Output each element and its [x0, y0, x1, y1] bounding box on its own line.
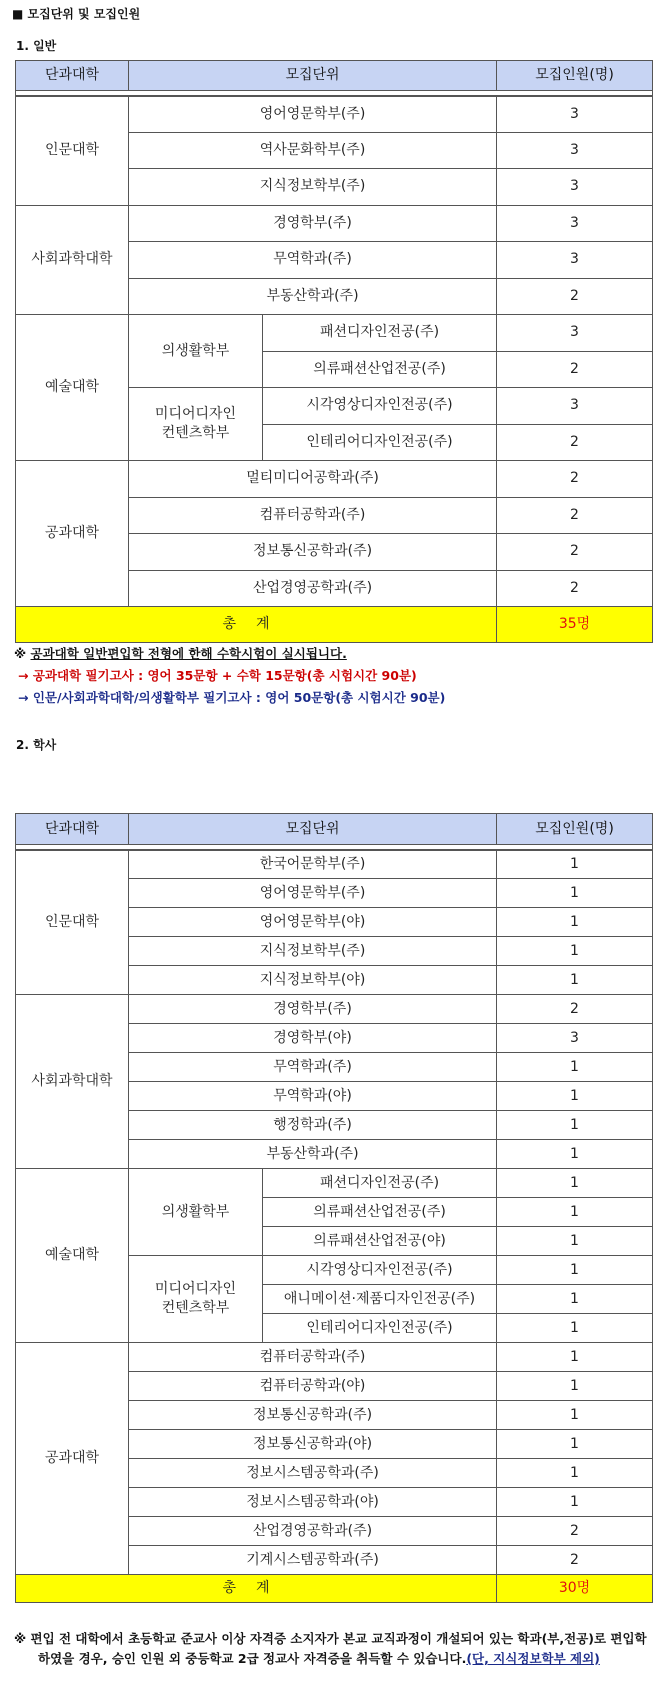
count-cell: 2 — [497, 497, 653, 534]
count-cell: 1 — [497, 1372, 653, 1401]
count-cell: 1 — [497, 1227, 653, 1256]
unit-cell: 패션디자인전공(주) — [263, 1169, 497, 1198]
unit-cell: 부동산학과(주) — [129, 278, 497, 315]
total-value: 35명 — [497, 607, 653, 643]
general-table-body — [16, 91, 653, 643]
unit-cell: 의류패션산업전공(주) — [263, 351, 497, 388]
table-row — [16, 1343, 653, 1372]
bachelor-note — [14, 1629, 654, 1669]
table-row — [16, 461, 653, 498]
bachelor-note-line1: ※ 편입 전 대학에서 초등학교 준교사 이상 자격증 소지자가 본교 교직과정이 개설되어 있는 학과(부,전공)로 편입학 — [14, 1631, 647, 1646]
count-cell: 1 — [497, 1343, 653, 1372]
count-cell: 1 — [497, 1111, 653, 1140]
unit-cell: 부동산학과(주) — [129, 1140, 497, 1169]
unit-cell: 시각영상디자인전공(주) — [263, 1256, 497, 1285]
unit-cell: 정보통신공학과(주) — [129, 1401, 497, 1430]
college-cell: 예술대학 — [16, 315, 129, 461]
count-cell: 2 — [497, 1546, 653, 1575]
college-cell: 인문대학 — [16, 850, 129, 995]
unit-cell: 산업경영공학과(주) — [129, 1517, 497, 1546]
count-cell: 1 — [497, 1459, 653, 1488]
unit-cell: 컴퓨터공학과(주) — [129, 1343, 497, 1372]
count-cell: 2 — [497, 351, 653, 388]
bachelor-recruitment-table — [15, 813, 653, 1603]
count-cell: 1 — [497, 1169, 653, 1198]
college-cell: 사회과학대학 — [16, 995, 129, 1169]
count-cell: 1 — [497, 1401, 653, 1430]
header-count: 모집인원(명) — [497, 61, 653, 91]
unit-cell: 멀티미디어공학과(주) — [129, 461, 497, 498]
count-cell: 2 — [497, 424, 653, 461]
subgroup-cell: 미디어디자인 컨텐츠학부 — [129, 388, 263, 461]
count-cell: 1 — [497, 1140, 653, 1169]
bachelor-note-line2: 하였을 경우, 승인 인원 외 중등학교 2급 정교사 자격증을 취득할 수 있습니다.(단, 지식정보학부 제외) — [38, 1651, 600, 1666]
unit-cell: 지식정보학부(주) — [129, 169, 497, 206]
page-heading: ■ 모집단위 및 모집인원 — [12, 7, 141, 21]
count-cell: 1 — [497, 1053, 653, 1082]
general-note-underlined: 공과대학 일반편입학 전형에 한해 수학시험이 실시됩니다. — [30, 646, 347, 661]
count-cell: 1 — [497, 1082, 653, 1111]
subgroup-cell: 의생활학부 — [129, 315, 263, 388]
count-cell: 2 — [497, 534, 653, 571]
header-unit: 모집단위 — [129, 61, 497, 91]
count-cell: 3 — [497, 205, 653, 242]
table-row — [16, 1169, 653, 1198]
unit-cell: 지식정보학부(주) — [129, 937, 497, 966]
unit-cell: 영어영문학부(야) — [129, 908, 497, 937]
college-cell: 사회과학대학 — [16, 205, 129, 315]
header-college: 단과대학 — [16, 61, 129, 91]
header-college: 단과대학 — [16, 814, 129, 845]
subgroup-cell: 미디어디자인 컨텐츠학부 — [129, 1256, 263, 1343]
unit-cell: 역사문화학부(주) — [129, 132, 497, 169]
unit-cell: 컴퓨터공학과(야) — [129, 1372, 497, 1401]
count-cell: 2 — [497, 570, 653, 607]
count-cell: 1 — [497, 850, 653, 879]
unit-cell: 산업경영공학과(주) — [129, 570, 497, 607]
unit-cell: 컴퓨터공학과(주) — [129, 497, 497, 534]
count-cell: 2 — [497, 461, 653, 498]
unit-cell: 시각영상디자인전공(주) — [263, 388, 497, 425]
count-cell: 3 — [497, 1024, 653, 1053]
college-cell: 인문대학 — [16, 96, 129, 206]
unit-cell: 기계시스템공학과(주) — [129, 1546, 497, 1575]
unit-cell: 정보시스템공학과(주) — [129, 1459, 497, 1488]
count-cell: 1 — [497, 1285, 653, 1314]
count-cell: 1 — [497, 1314, 653, 1343]
unit-cell: 무역학과(주) — [129, 1053, 497, 1082]
header-unit: 모집단위 — [129, 814, 497, 845]
subgroup-cell: 의생활학부 — [129, 1169, 263, 1256]
table-row — [16, 850, 653, 879]
bachelor-table-body — [16, 845, 653, 1603]
unit-cell: 한국어문학부(주) — [129, 850, 497, 879]
unit-cell: 정보통신공학과(야) — [129, 1430, 497, 1459]
count-cell: 3 — [497, 132, 653, 169]
total-value: 30명 — [497, 1575, 653, 1603]
count-cell: 2 — [497, 995, 653, 1024]
count-cell: 2 — [497, 1517, 653, 1546]
count-cell: 1 — [497, 1256, 653, 1285]
total-row — [16, 607, 653, 643]
unit-cell: 정보시스템공학과(야) — [129, 1488, 497, 1517]
table-row — [16, 315, 653, 352]
count-cell: 1 — [497, 937, 653, 966]
unit-cell: 의류패션산업전공(주) — [263, 1198, 497, 1227]
unit-cell: 무역학과(주) — [129, 242, 497, 279]
unit-cell: 경영학부(야) — [129, 1024, 497, 1053]
table-row — [16, 96, 653, 133]
header-count: 모집인원(명) — [497, 814, 653, 845]
section-title-general: 1. 일반 — [16, 39, 57, 53]
count-cell: 1 — [497, 1198, 653, 1227]
unit-cell: 인테리어디자인전공(주) — [263, 1314, 497, 1343]
unit-cell: 애니메이션·제품디자인전공(주) — [263, 1285, 497, 1314]
count-cell: 3 — [497, 169, 653, 206]
count-cell: 1 — [497, 966, 653, 995]
unit-cell: 영어영문학부(주) — [129, 96, 497, 133]
bachelor-note-exception: (단, 지식정보학부 제외) — [466, 1651, 600, 1666]
table-row — [16, 995, 653, 1024]
unit-cell: 무역학과(야) — [129, 1082, 497, 1111]
count-cell: 2 — [497, 278, 653, 315]
college-cell: 공과대학 — [16, 461, 129, 607]
count-cell: 3 — [497, 388, 653, 425]
college-cell: 예술대학 — [16, 1169, 129, 1343]
general-recruitment-table — [15, 60, 653, 643]
count-cell: 3 — [497, 242, 653, 279]
general-note-line2: → 공과대학 필기고사 : 영어 35문항 + 수학 15문항(총 시험시간 90분) — [18, 668, 417, 683]
unit-cell: 행정학과(주) — [129, 1111, 497, 1140]
unit-cell: 정보통신공학과(주) — [129, 534, 497, 571]
count-cell: 3 — [497, 96, 653, 133]
unit-cell: 의류패션산업전공(야) — [263, 1227, 497, 1256]
table-row — [16, 205, 653, 242]
total-row — [16, 1575, 653, 1603]
count-cell: 1 — [497, 879, 653, 908]
count-cell: 1 — [497, 1488, 653, 1517]
count-cell: 3 — [497, 315, 653, 352]
general-note-line1: ※ 공과대학 일반편입학 전형에 한해 수학시험이 실시됩니다. — [14, 646, 347, 661]
count-cell: 1 — [497, 1430, 653, 1459]
unit-cell: 영어영문학부(주) — [129, 879, 497, 908]
total-label: 총계 — [16, 607, 497, 643]
unit-cell: 인테리어디자인전공(주) — [263, 424, 497, 461]
unit-cell: 경영학부(주) — [129, 995, 497, 1024]
total-label: 총계 — [16, 1575, 497, 1603]
college-cell: 공과대학 — [16, 1343, 129, 1575]
section-title-bachelor: 2. 학사 — [16, 738, 57, 752]
general-note-line3: → 인문/사회과학대학/의생활학부 필기고사 : 영어 50문항(총 시험시간 90분) — [18, 690, 446, 705]
unit-cell: 경영학부(주) — [129, 205, 497, 242]
unit-cell: 패션디자인전공(주) — [263, 315, 497, 352]
unit-cell: 지식정보학부(야) — [129, 966, 497, 995]
count-cell: 1 — [497, 908, 653, 937]
